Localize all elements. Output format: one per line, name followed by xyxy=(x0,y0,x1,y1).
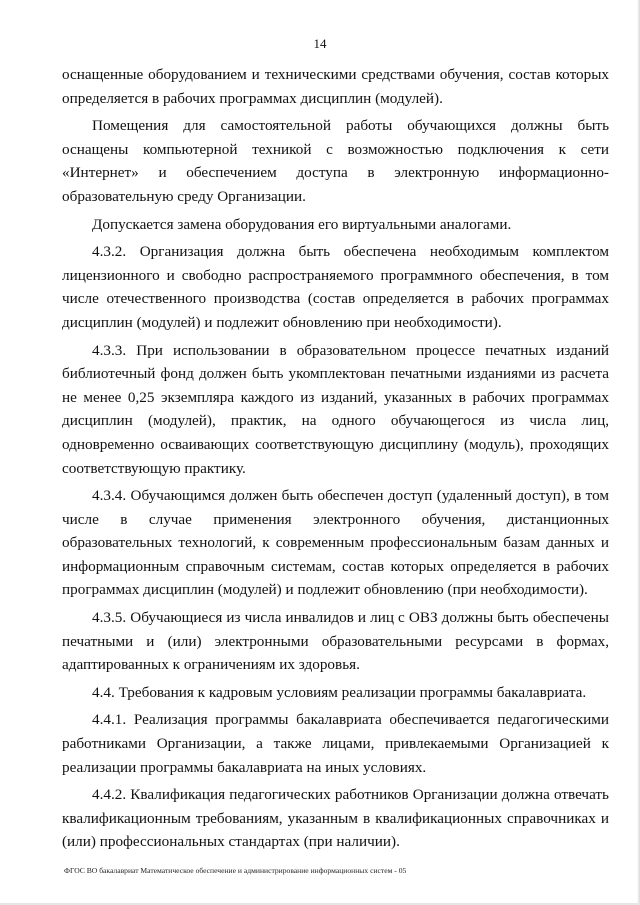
page-number: 14 xyxy=(313,36,327,51)
paragraph-4-3-5: 4.3.5. Обучающиеся из числа инвалидов и лиц с ОВЗ должны быть обеспечены печатными и (или) электронными образовательными ресурсами в формах, адаптированных к ограничениям их здоровья. xyxy=(62,609,609,674)
paragraph-virtual-analogues: Допускается замена оборудования его виртуальными аналогами. xyxy=(92,215,512,233)
paragraph-4-4: 4.4. Требования к кадровым условиям реализации программы бакалавриата. xyxy=(92,683,587,701)
paragraph-equipment-continued: оснащенные оборудованием и техническими средствами обучения, состав которых определяется в рабочих программах дисциплин (модулей). xyxy=(62,66,609,107)
paragraph-4-3-3: 4.3.3. При использовании в образовательном процессе печатных изданий библиотечный фонд должен быть укомплектован печатными изданиями из расчета не менее 0,25 экземпляра каждого из изданий, указанных в рабочих программах дисциплин (модулей), практик, на одного обучающегося из числа лиц, одновременно осваивающих соответствующую дисциплину (модуль), проходящих соответствующую практику. xyxy=(62,341,609,477)
paragraph-self-study-rooms: Помещения для самостоятельной работы обучающихся должны быть оснащены компьютерной техникой с возможностью подключения к сети «Интернет» и обеспечением доступа в электронную информационно-образовательную среду Организации. xyxy=(62,117,609,205)
document-footer: ФГОС ВО бакалавриат Математическое обеспечение и администрирование информационных систем - 05 xyxy=(64,866,407,875)
paragraph-4-3-4: 4.3.4. Обучающимся должен быть обеспечен доступ (удаленный доступ), в том числе в случае применения электронного обучения, дистанционных образовательных технологий, к современным профессиональным базам данных и информационным справочным системам, состав которых определяется в рабочих программах дисциплин (модулей) и подлежит обновлению (при необходимости). xyxy=(62,487,609,599)
document-body xyxy=(62,63,609,858)
paragraph-4-3-2: 4.3.2. Организация должна быть обеспечена необходимым комплектом лицензионного и свободно распространяемого программного обеспечения, в том числе отечественного производства (состав определяется в рабочих программах дисциплин (модулей) и подлежит обновлению при необходимости). xyxy=(62,243,609,331)
paragraph-4-4-2: 4.4.2. Квалификация педагогических работников Организации должна отвечать квалификационным требованиям, указанным в квалификационных справочниках и (или) профессиональных стандартах (при наличии). xyxy=(62,786,609,851)
paragraph-4-4-1: 4.4.1. Реализация программы бакалавриата обеспечивается педагогическими работниками Организации, а также лицами, привлекаемыми Организацией к реализации программы бакалавриата на иных условиях. xyxy=(62,711,609,776)
